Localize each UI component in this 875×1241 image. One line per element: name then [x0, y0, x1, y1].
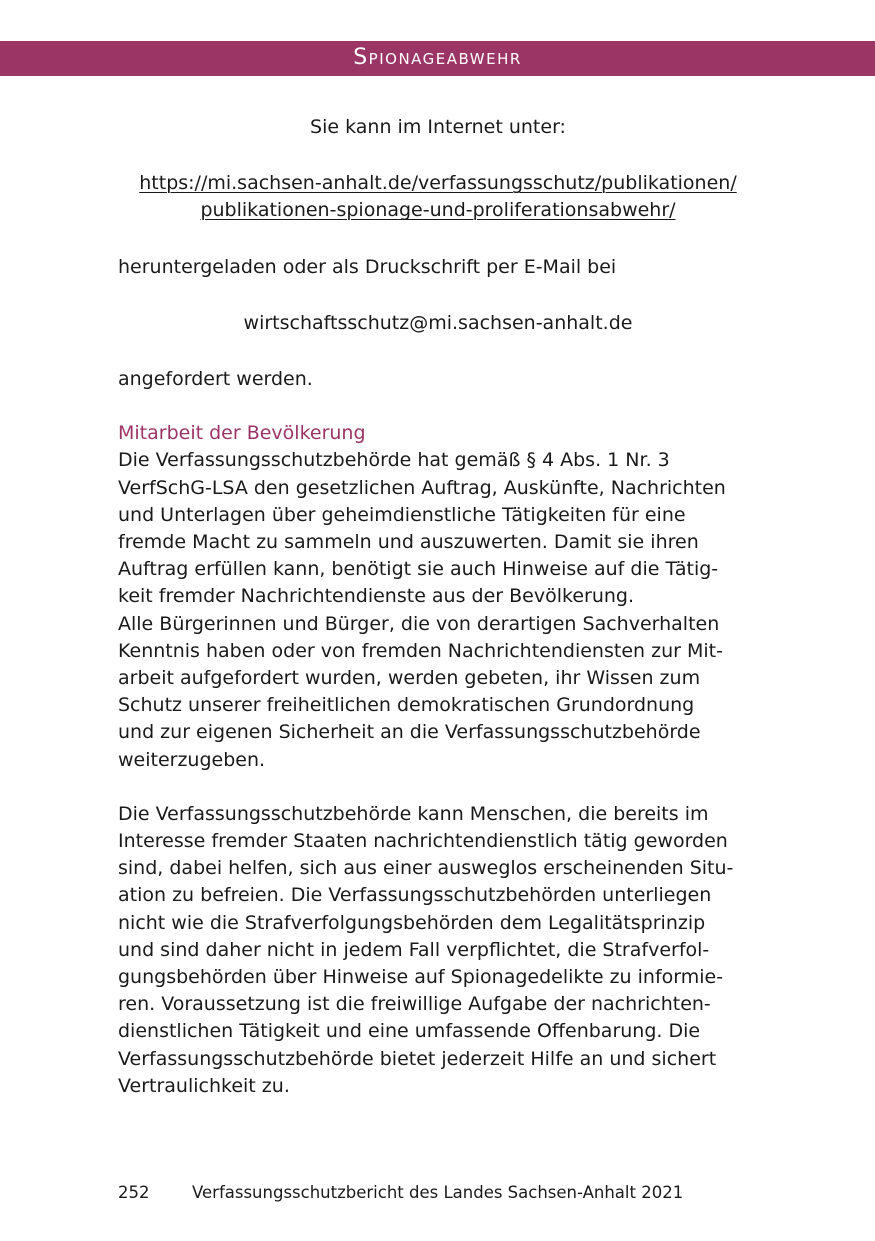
text-line: sind, dabei helfen, sich aus einer ausweglos erscheinenden Situ-: [118, 857, 734, 880]
download-text: heruntergeladen oder als Druckschrift per E-Mail bei: [118, 255, 617, 278]
text-line: Auftrag erfüllen kann, benötigt sie auch Hinweise auf die Tätig-: [118, 558, 719, 581]
url-line-2[interactable]: publikationen-spionage-und-proliferationsabwehr/: [200, 199, 676, 222]
text-line: und sind daher nicht in jedem Fall verpflichtet, die Strafverfol-: [118, 938, 710, 961]
text-line: fremde Macht zu sammeln und auszuwerten. Damit sie ihren: [118, 531, 699, 554]
page-content: [118, 114, 758, 1100]
paragraph-citizens: [118, 611, 758, 774]
text-line: und zur eigenen Sicherheit an die Verfassungsschutzbehörde: [118, 721, 701, 744]
text-line: Die Verfassungsschutzbehörde kann Menschen, die bereits im: [118, 802, 709, 825]
text-line: Vertraulichkeit zu.: [118, 1074, 290, 1097]
text-line: weiterzugeben.: [118, 748, 266, 771]
request-text: angefordert werden.: [118, 368, 313, 391]
text-line: ren. Voraussetzung ist die freiwillige Aufgabe der nachrichten-: [118, 993, 711, 1016]
section-heading: Mitarbeit der Bevölkerung: [118, 422, 366, 445]
text-line: Kenntnis haben oder von fremden Nachrichtendiensten zur Mit-: [118, 639, 723, 662]
text-line: dienstlichen Tätigkeit und eine umfassende Offenbarung. Die: [118, 1020, 701, 1043]
email-address[interactable]: wirtschaftsschutz@mi.sachsen-anhalt.de: [243, 311, 633, 334]
text-line: Die Verfassungsschutzbehörde hat gemäß § 4 Abs. 1 Nr. 3: [118, 449, 670, 472]
paragraph-assistance: [118, 801, 758, 1100]
section-title: Spionageabwehr: [353, 45, 522, 70]
publication-title: Verfassungsschutzbericht des Landes Sachsen-Anhalt 2021: [192, 1183, 684, 1202]
text-line: ation zu befreien. Die Verfassungsschutzbehörden unterliegen: [118, 884, 712, 907]
text-line: Verfassungsschutzbehörde bietet jederzeit Hilfe an und sichert: [118, 1047, 717, 1070]
text-line: VerfSchG-LSA den gesetzlichen Auftrag, Auskünfte, Nachrichten: [118, 476, 726, 499]
text-line: Alle Bürgerinnen und Bürger, die von derartigen Sachverhalten: [118, 612, 720, 635]
text-line: arbeit aufgefordert wurden, werden gebeten, ihr Wissen zum: [118, 667, 701, 690]
text-line: Interesse fremder Staaten nachrichtendienstlich tätig geworden: [118, 830, 728, 853]
page-number: 252: [118, 1183, 150, 1202]
text-line: nicht wie die Strafverfolgungsbehörden dem Legalitätsprinzip: [118, 911, 706, 934]
publication-url[interactable]: [118, 170, 758, 224]
page-footer: [118, 1181, 683, 1205]
text-line: keit fremder Nachrichtendienste aus der Bevölkerung.: [118, 585, 635, 608]
text-line: und Unterlagen über geheimdienstliche Tätigkeiten für eine: [118, 503, 686, 526]
url-line-1[interactable]: https://mi.sachsen-anhalt.de/verfassungsschutz/publikationen/: [139, 172, 737, 195]
text-line: Schutz unserer freiheitlichen demokratischen Grundordnung: [118, 694, 695, 717]
text-line: gungsbehörden über Hinweise auf Spionagedelikte zu informie-: [118, 966, 724, 989]
intro-text: Sie kann im Internet unter:: [310, 116, 566, 138]
paragraph-cooperation: [118, 447, 758, 610]
